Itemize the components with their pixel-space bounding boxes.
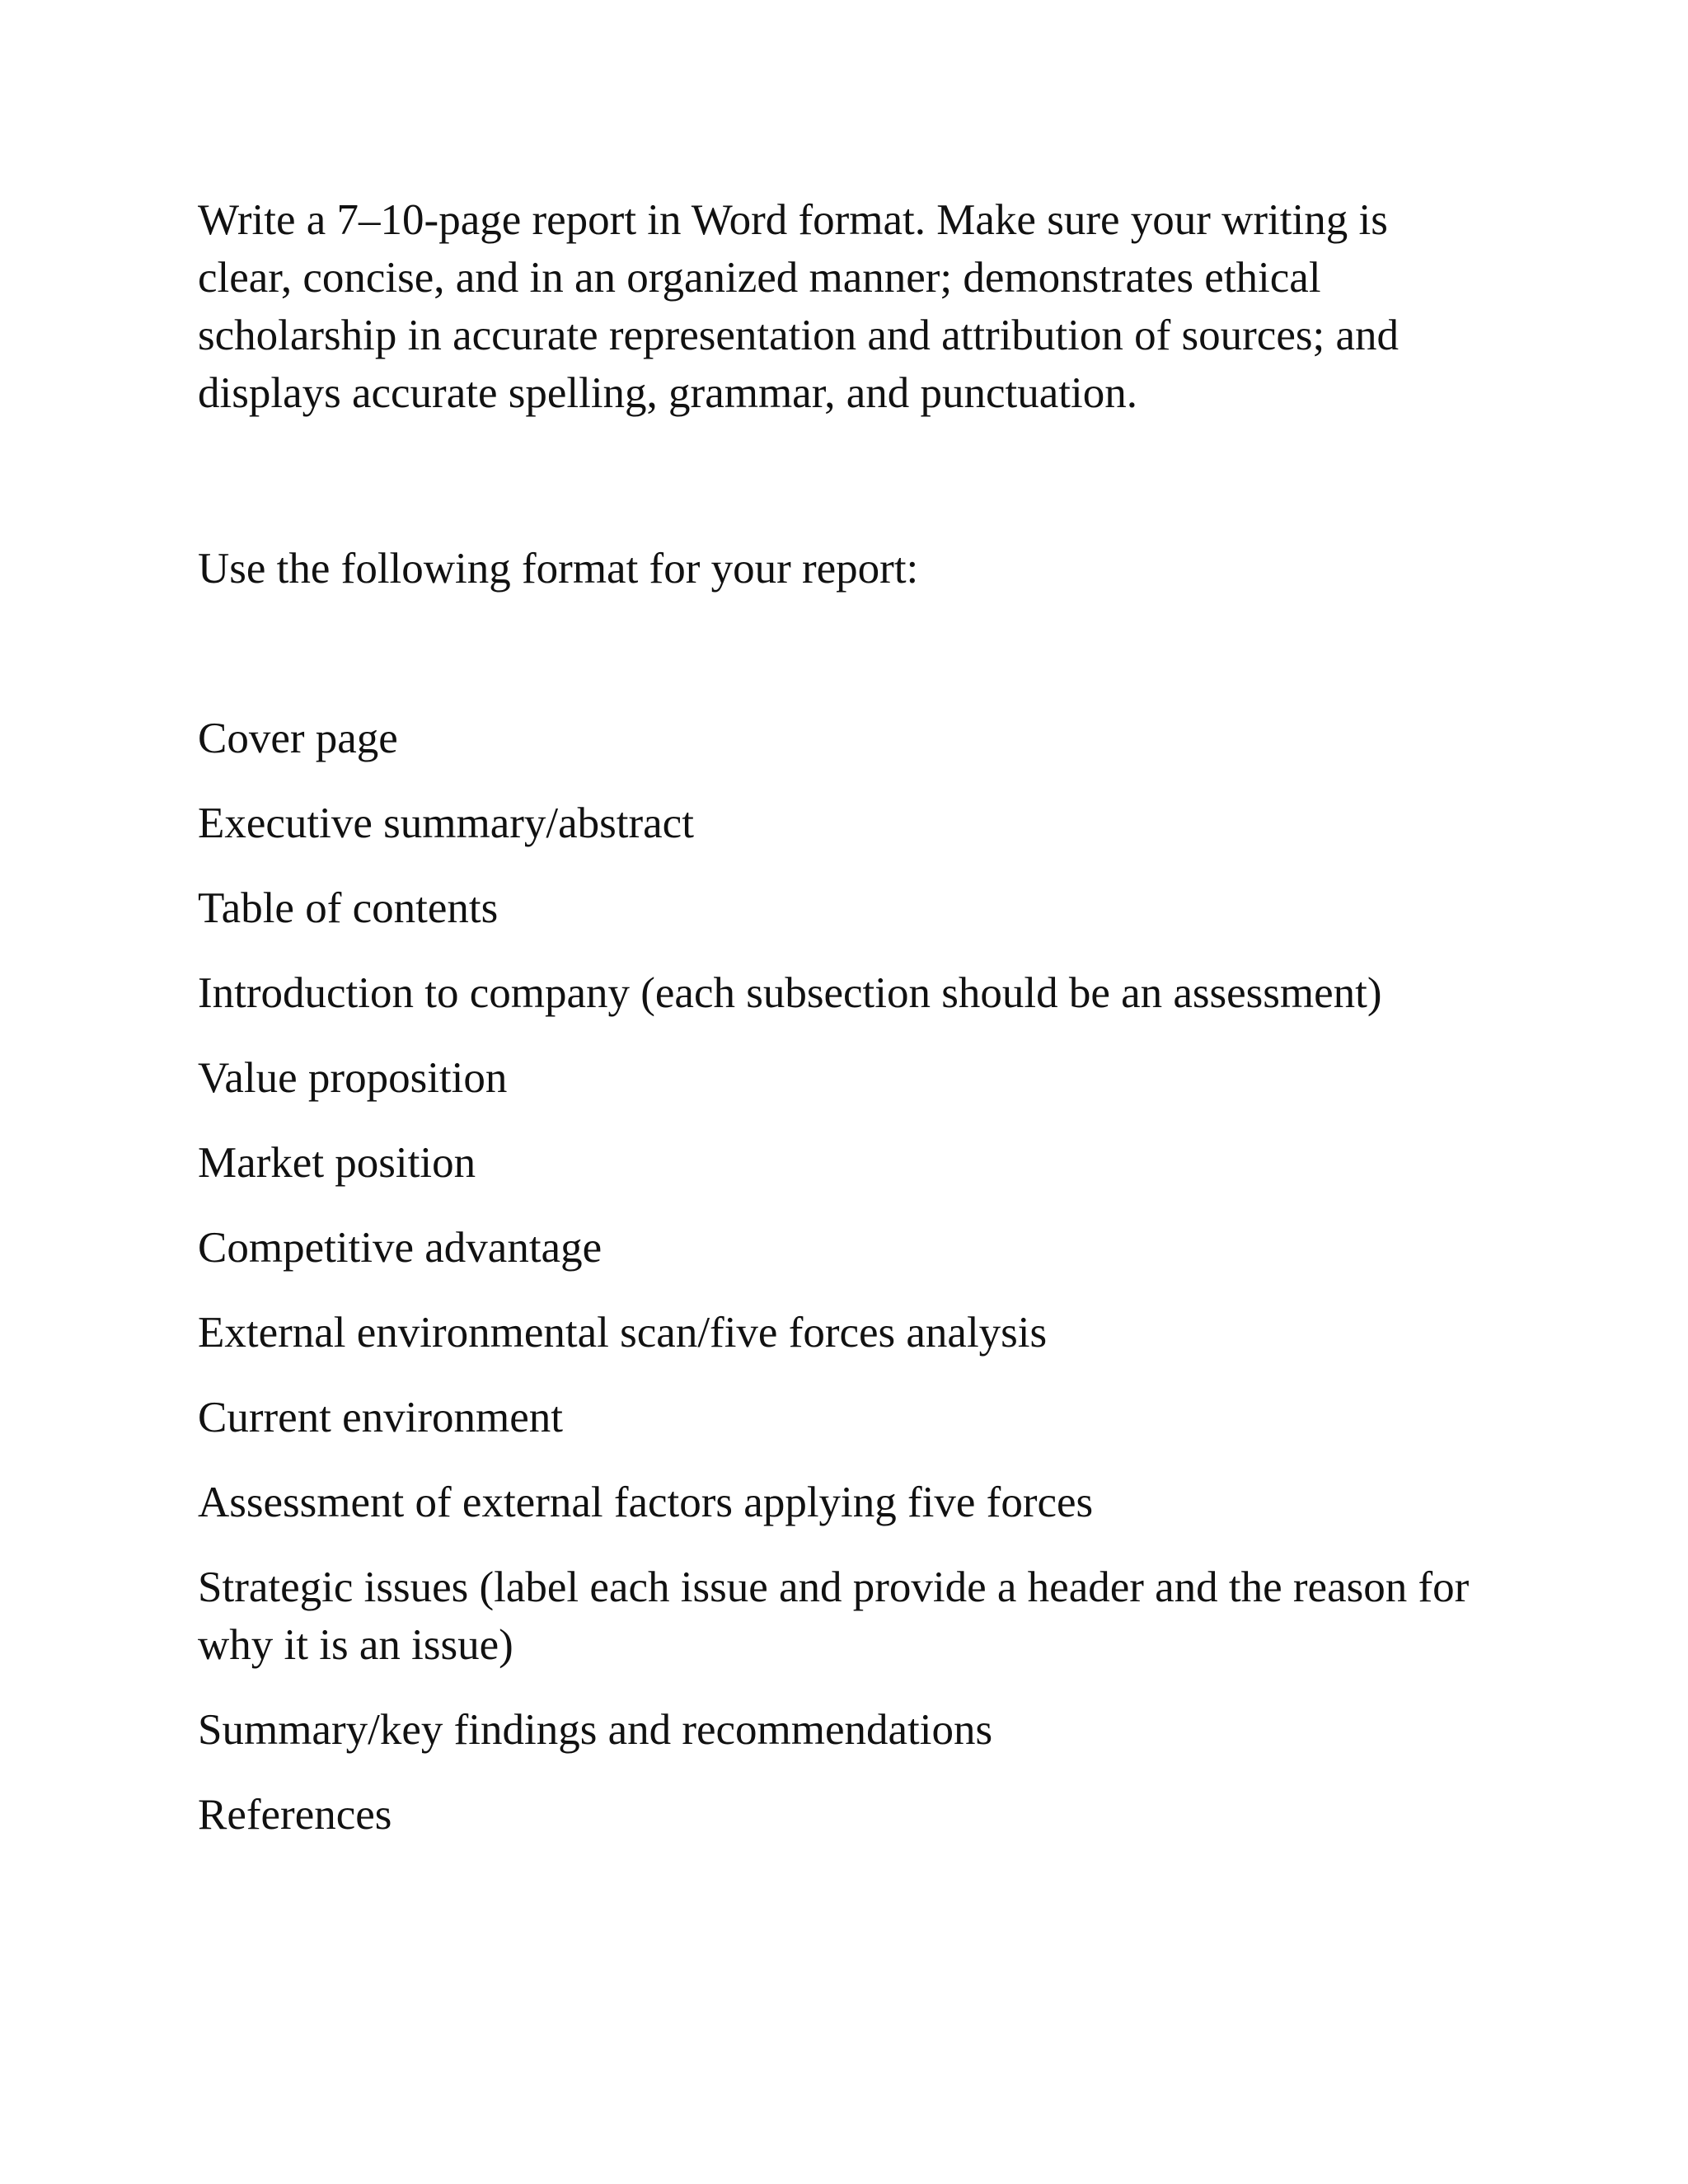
intro-paragraph: Write a 7–10-page report in Word format. Make sure your writing is clear, concise, and in an organized manner; demonstrates ethical scholarship in accurate representation and attribution of sources; and displays accurate spelling, grammar, and punctuation. <box>198 196 1399 417</box>
outline-item-strategic-issues: Strategic issues (label each issue and provide a header and the reason for why it is an issue) <box>198 1563 1470 1669</box>
outline-item-references: References <box>198 1791 392 1839</box>
outline-item-table-of-contents: Table of contents <box>198 884 499 932</box>
outline-item-external-scan: External environmental scan/five forces analysis <box>198 1309 1048 1357</box>
outline-item-summary-findings: Summary/key findings and recommendations <box>198 1706 993 1754</box>
outline-item-executive-summary: Executive summary/abstract <box>198 799 694 847</box>
outline-item-competitive-advantage: Competitive advantage <box>198 1224 603 1272</box>
outline-item-introduction: Introduction to company (each subsection should be an assessment) <box>198 969 1382 1017</box>
document-body <box>198 191 1517 1839</box>
outline-item-market-position: Market position <box>198 1139 476 1187</box>
outline-item-current-environment: Current environment <box>198 1394 564 1441</box>
outline-item-cover-page: Cover page <box>198 715 398 762</box>
outline-item-external-factors: Assessment of external factors applying five forces <box>198 1479 1094 1526</box>
outline-item-value-proposition: Value proposition <box>198 1054 508 1102</box>
report-outline-list <box>198 710 1517 1871</box>
format-lead-text: Use the following format for your report: <box>198 545 919 593</box>
